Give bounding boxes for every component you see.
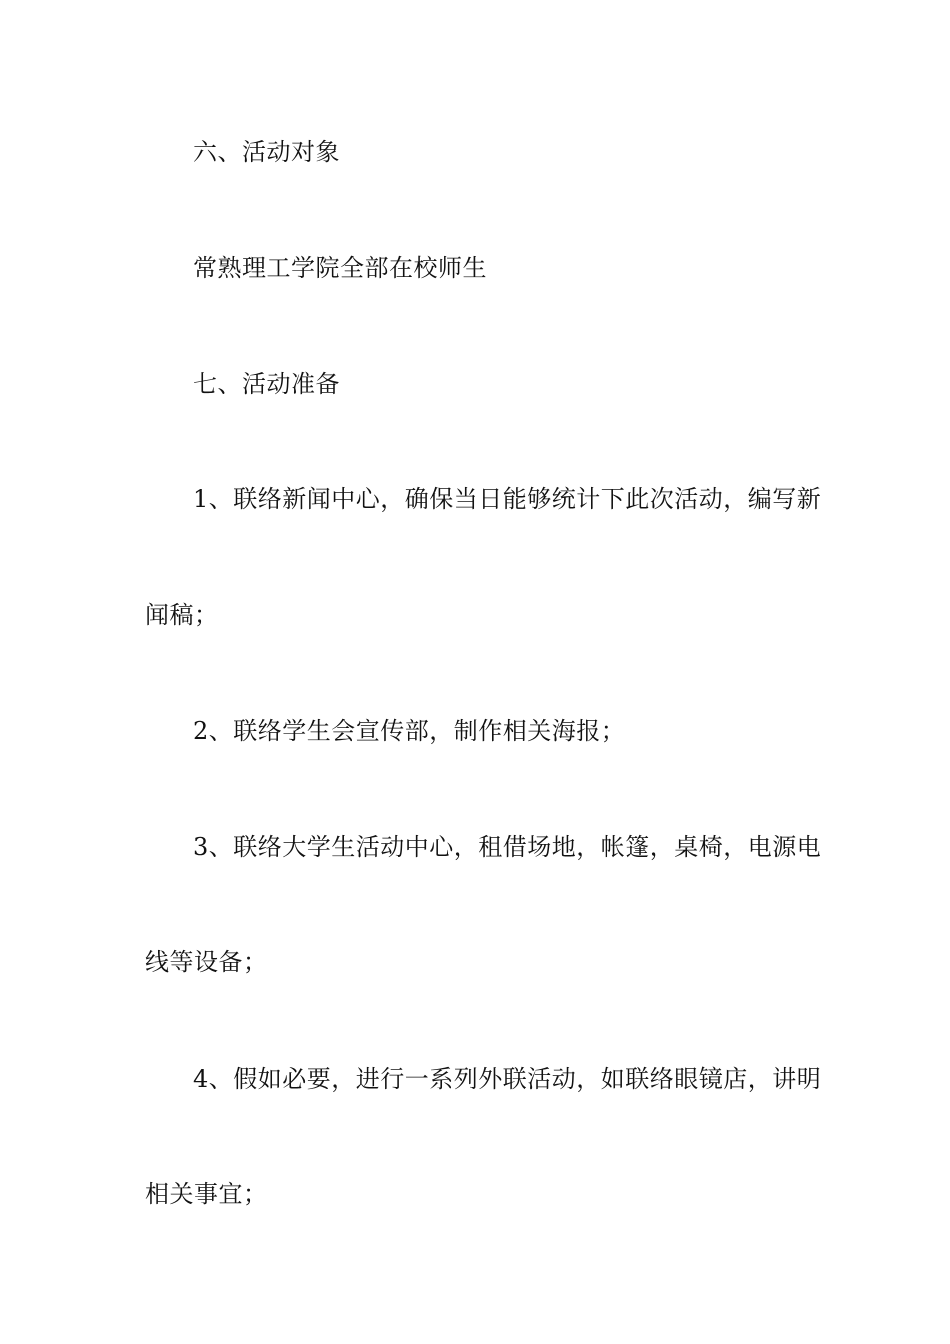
list-item-2: 2、联络学生会宣传部，制作相关海报； — [193, 717, 626, 745]
list-item-1-line-1: 1、联络新闻中心，确保当日能够统计下此次活动，编写新 — [193, 485, 822, 513]
section-heading-activity-preparation: 七、活动准备 — [193, 370, 340, 398]
paragraph-activity-target: 常熟理工学院全部在校师生 — [193, 254, 487, 282]
list-item-3-line-2: 线等设备； — [145, 948, 268, 976]
list-item-4-line-1: 4、假如必要，进行一系列外联活动，如联络眼镜店，讲明 — [193, 1065, 822, 1093]
list-item-4-line-2: 相关事宜； — [145, 1180, 268, 1208]
list-item-3-line-1: 3、联络大学生活动中心，租借场地，帐篷，桌椅，电源电 — [193, 833, 822, 861]
section-heading-activity-target: 六、活动对象 — [193, 138, 340, 166]
list-item-1-line-2: 闻稿； — [145, 601, 219, 629]
